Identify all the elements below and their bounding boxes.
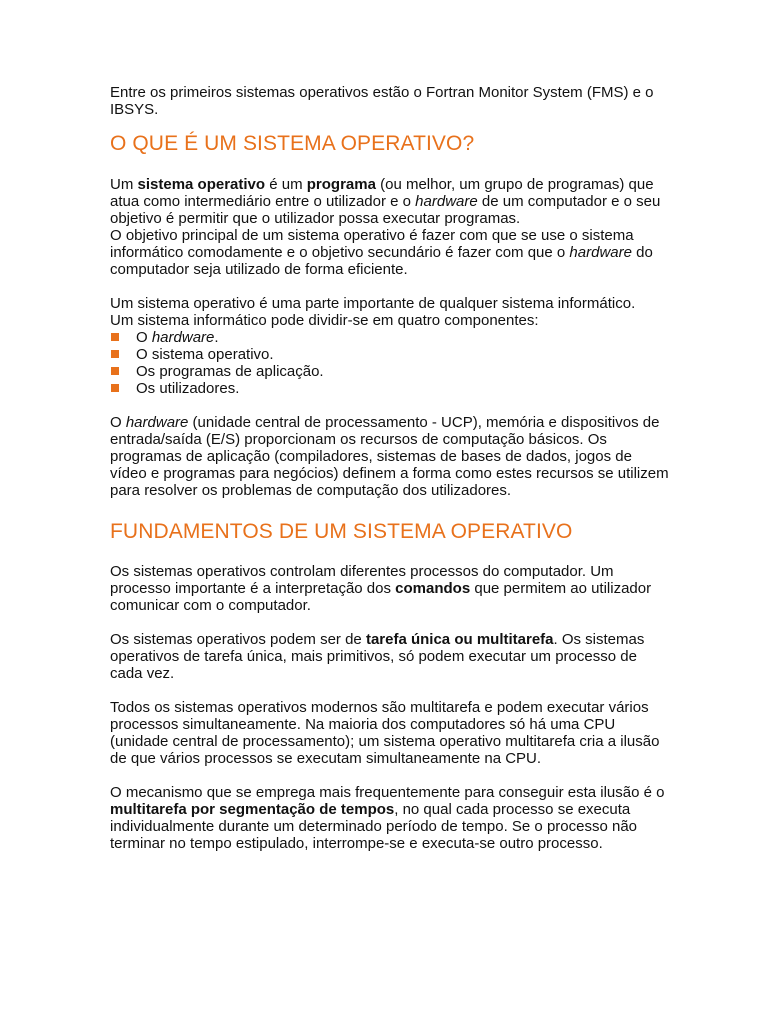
components-intro-line1: Um sistema operativo é uma parte importante de qualquer sistema informático.	[110, 295, 636, 312]
section-heading-what-is-os: O QUE É UM SISTEMA OPERATIVO?	[110, 132, 475, 155]
list-item: O hardware.	[110, 329, 670, 346]
document-body	[110, 84, 670, 852]
components-list	[110, 329, 670, 397]
list-item: Os programas de aplicação.	[110, 363, 670, 380]
task-types-paragraph: Os sistemas operativos podem ser de tarefa única ou multitarefa. Os sistemas operativos de tarefa única, mais primitivos, só podem executar um processo de cada vez.	[110, 631, 645, 682]
bullet-square-icon	[111, 367, 119, 375]
multitasking-paragraph: Todos os sistemas operativos modernos são multitarefa e podem executar vários processos simultaneamente. Na maioria dos computadores só há uma CPU (unidade central de processamento); um sistema operativo multitarefa cria a ilusão de que vários processos se executam simultaneamente na CPU.	[110, 699, 660, 767]
bullet-square-icon	[111, 333, 119, 341]
list-item: O sistema operativo.	[110, 346, 670, 363]
bullet-square-icon	[111, 384, 119, 392]
bullet-square-icon	[111, 350, 119, 358]
time-slicing-paragraph: O mecanismo que se emprega mais frequentemente para conseguir esta ilusão é o multitarefa por segmentação de tempos, no qual cada processo se executa individualmente durante um determinado período de tempo. Se o processo não terminar no tempo estipulado, interrompe-se e executa-se outro processo.	[110, 784, 665, 852]
objective-paragraph: O objetivo principal de um sistema operativo é fazer com que se use o sistema informático comodamente e o objetivo secundário é fazer com que o hardware do computador seja utilizado de forma eficiente.	[110, 227, 653, 278]
components-intro-line2: Um sistema informático pode dividir-se em quatro componentes:	[110, 312, 539, 329]
section-heading-fundamentals: FUNDAMENTOS DE UM SISTEMA OPERATIVO	[110, 520, 573, 543]
hardware-paragraph: O hardware (unidade central de processamento - UCP), memória e dispositivos de entrada/saída (E/S) proporcionam os recursos de computação básicos. Os programas de aplicação (compiladores, sistemas de bases de dados, jogos de vídeo e programas para negócios) definem a forma como estes recursos se utilizem para resolver os problemas de computação dos utilizadores.	[110, 414, 669, 499]
processes-paragraph: Os sistemas operativos controlam diferentes processos do computador. Um processo importante é a interpretação dos comandos que permitem ao utilizador comunicar com o computador.	[110, 563, 652, 614]
definition-paragraph: Um sistema operativo é um programa (ou melhor, um grupo de programas) que atua como intermediário entre o utilizador e o hardware de um computador e o seu objetivo é permitir que o utilizador possa executar programas.	[110, 176, 661, 227]
list-item: Os utilizadores.	[110, 380, 670, 397]
intro-paragraph: Entre os primeiros sistemas operativos estão o Fortran Monitor System (FMS) e o IBSYS.	[110, 84, 654, 118]
